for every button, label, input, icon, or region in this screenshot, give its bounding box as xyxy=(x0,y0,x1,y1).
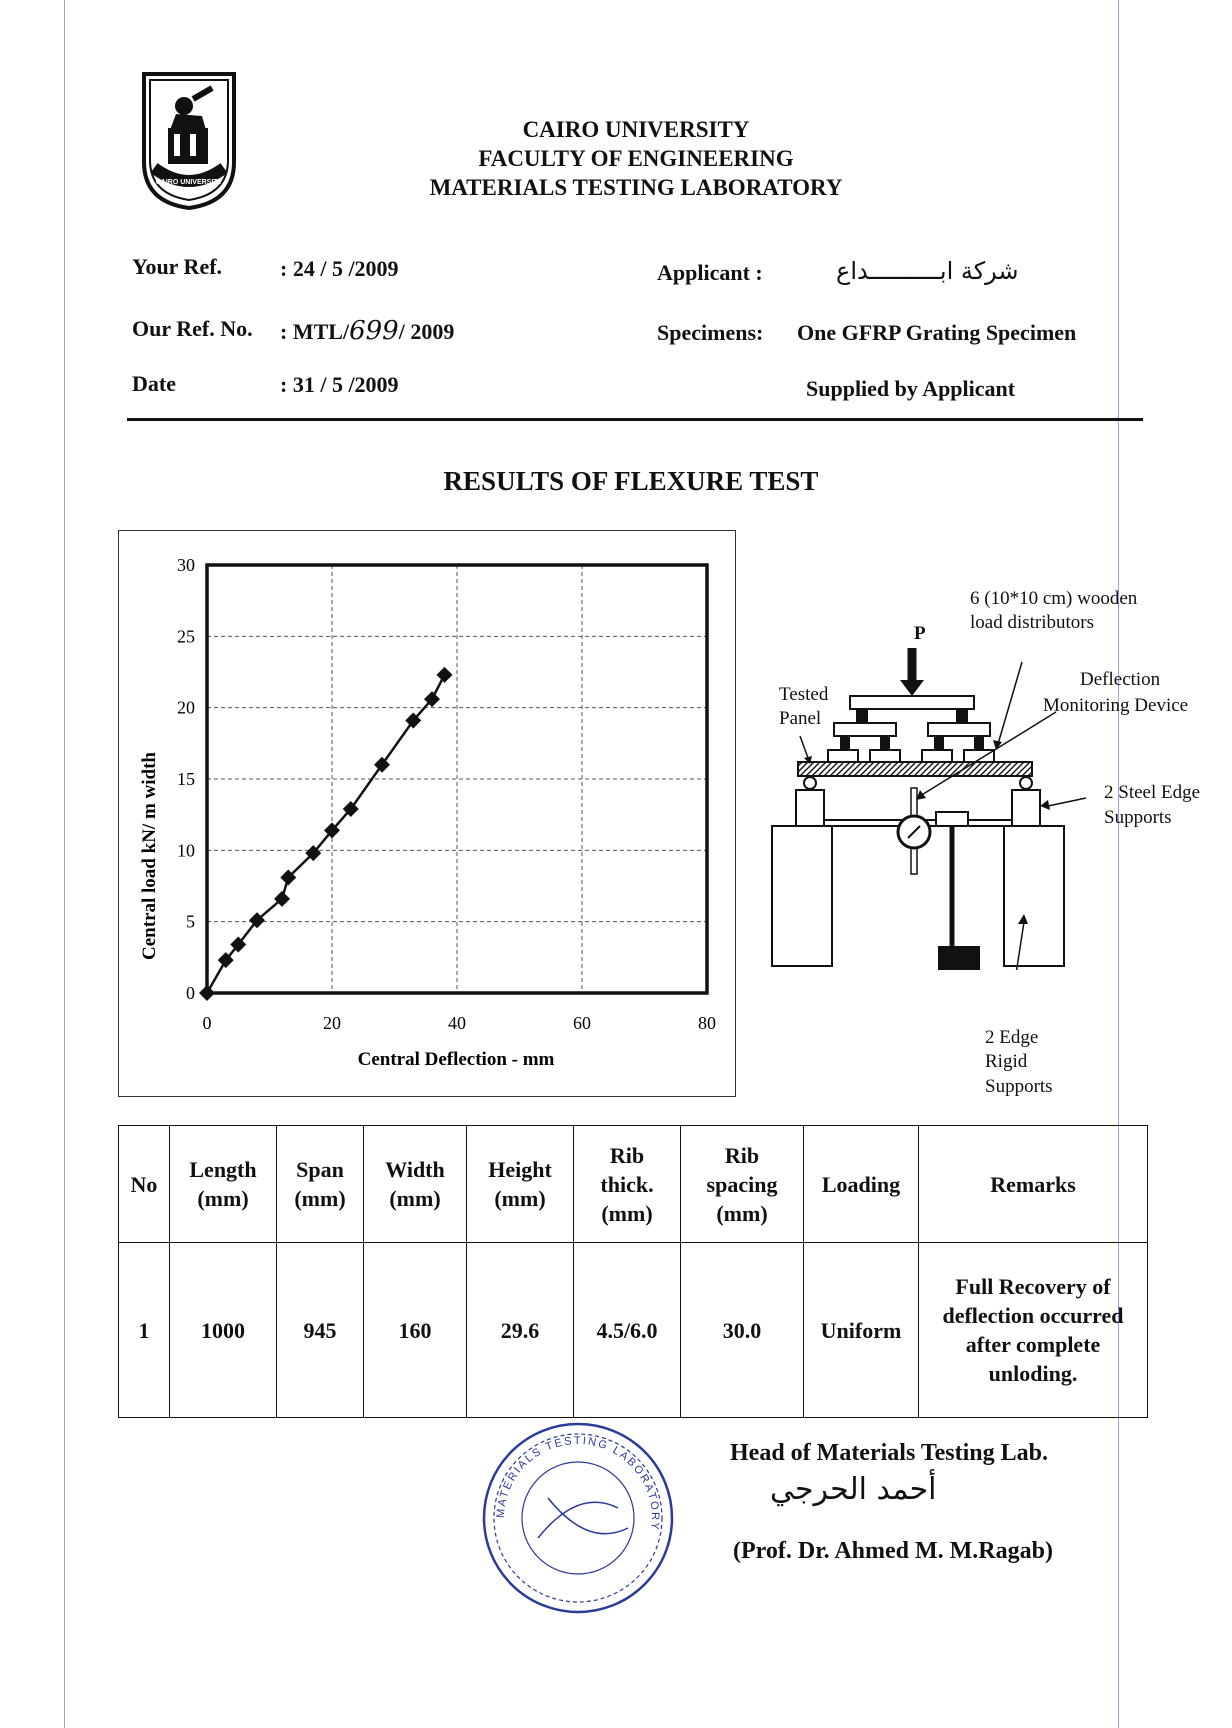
cell-height: 29.6 xyxy=(467,1243,574,1418)
x-tick-label: 80 xyxy=(698,1013,716,1033)
our-ref-value xyxy=(280,316,454,346)
y-tick-label: 15 xyxy=(177,769,195,789)
header-university: CAIRO UNIVERSITY xyxy=(522,117,750,142)
logo-text: CAIRO UNIVERSITY xyxy=(155,179,223,186)
y-tick-label: 30 xyxy=(177,555,195,575)
panel-label-line2: Panel xyxy=(779,708,822,729)
distributors-label-line1: 6 (10*10 cm) wooden xyxy=(970,588,1138,609)
y-tick-label: 5 xyxy=(186,911,195,932)
cell-span: 945 xyxy=(277,1243,364,1418)
header-width: Width (mm) xyxy=(364,1126,467,1243)
applicant-label: Applicant : xyxy=(657,260,763,285)
rigid-supports-label-line1: 2 Edge xyxy=(985,1027,1039,1048)
signatory-title: Head of Materials Testing Lab. xyxy=(730,1440,1049,1466)
our-ref-prefix: : MTL/ xyxy=(280,319,350,344)
header-no: No xyxy=(119,1126,170,1243)
y-axis-label: Central load kN/ m width xyxy=(139,752,160,960)
rigid-supports-label-line3: Supports xyxy=(985,1076,1053,1097)
data-point xyxy=(374,757,390,773)
header-rib-thick: Rib thick. (mm) xyxy=(574,1126,681,1243)
rigid-supports-label-line2: Rigid xyxy=(985,1051,1028,1072)
cell-remarks: Full Recovery of deflection occurred after complete unloding. xyxy=(919,1243,1148,1418)
your-ref-value: : 24 / 5 /2009 xyxy=(280,256,399,281)
distributors-label-line2: load distributors xyxy=(970,612,1095,633)
cell-rib-thick: 4.5/6.0 xyxy=(574,1243,681,1418)
y-tick-label: 0 xyxy=(186,983,195,1003)
table-row xyxy=(119,1243,1148,1418)
report-title: RESULTS OF FLEXURE TEST xyxy=(443,466,819,496)
our-ref-year: / 2009 xyxy=(398,319,455,344)
our-ref-handwritten-number: 699 xyxy=(349,316,399,346)
x-tick-label: 0 xyxy=(202,1013,212,1033)
table-header-row xyxy=(119,1126,1148,1243)
y-tick-label: 25 xyxy=(177,626,195,647)
flexure-chart xyxy=(119,531,735,1096)
svg-text:MATERIALS TESTING LABORATORY xyxy=(495,1435,661,1532)
header-length: Length (mm) xyxy=(170,1126,277,1243)
y-tick-label: 20 xyxy=(177,697,195,718)
specimens-label: Specimens: xyxy=(657,320,764,345)
left-margin-line xyxy=(64,0,65,1728)
steel-supports-label-line1: 2 Steel Edge xyxy=(1104,782,1201,803)
deflection-label-line2: Monitoring Device xyxy=(1043,695,1189,716)
cell-width: 160 xyxy=(364,1243,467,1418)
steel-supports-label-line2: Supports xyxy=(1104,807,1172,828)
deflection-label-line1: Deflection xyxy=(1080,669,1161,690)
load-label-p: P xyxy=(914,623,926,644)
applicant-value: شركة ابــــــــــداع xyxy=(836,257,1019,285)
header-loading: Loading xyxy=(804,1126,919,1243)
your-ref-label: Your Ref. xyxy=(132,254,223,279)
panel-label-line1: Tested xyxy=(779,684,829,705)
x-tick-label: 20 xyxy=(323,1013,341,1033)
date-label: Date xyxy=(132,371,176,396)
header-rib-spacing: Rib spacing (mm) xyxy=(681,1126,804,1243)
x-tick-label: 40 xyxy=(448,1013,466,1033)
header-height: Height (mm) xyxy=(467,1126,574,1243)
right-margin-line xyxy=(1118,0,1119,1728)
header-remarks: Remarks xyxy=(919,1126,1148,1243)
x-tick-label: 60 xyxy=(573,1013,591,1033)
x-axis-label: Central Deflection - mm xyxy=(357,1049,555,1070)
cell-length: 1000 xyxy=(170,1243,277,1418)
lab-stamp xyxy=(478,1418,678,1618)
header-span: Span (mm) xyxy=(277,1126,364,1243)
cell-loading: Uniform xyxy=(804,1243,919,1418)
our-ref-label: Our Ref. No. xyxy=(132,316,253,341)
stamp-text: MATERIALS TESTING LABORATORY xyxy=(494,1434,662,1533)
cell-rib-spacing: 30.0 xyxy=(681,1243,804,1418)
header-divider xyxy=(127,418,1143,421)
data-point xyxy=(437,667,453,683)
handwritten-signature: أحمد الحرجي xyxy=(770,1472,937,1507)
supplied-by: Supplied by Applicant xyxy=(806,376,1016,401)
date-value: : 31 / 5 /2009 xyxy=(280,372,399,397)
flexure-chart-frame xyxy=(118,530,736,1097)
data-point xyxy=(199,985,215,1001)
header-faculty: FACULTY OF ENGINEERING xyxy=(478,146,794,171)
signatory-name: (Prof. Dr. Ahmed M. M.Ragab) xyxy=(733,1538,1053,1564)
cell-no: 1 xyxy=(119,1243,170,1418)
specimens-value: One GFRP Grating Specimen xyxy=(797,320,1077,345)
y-tick-label: 10 xyxy=(177,840,195,861)
results-table xyxy=(118,1125,1148,1418)
header-laboratory: MATERIALS TESTING LABORATORY xyxy=(429,175,843,200)
